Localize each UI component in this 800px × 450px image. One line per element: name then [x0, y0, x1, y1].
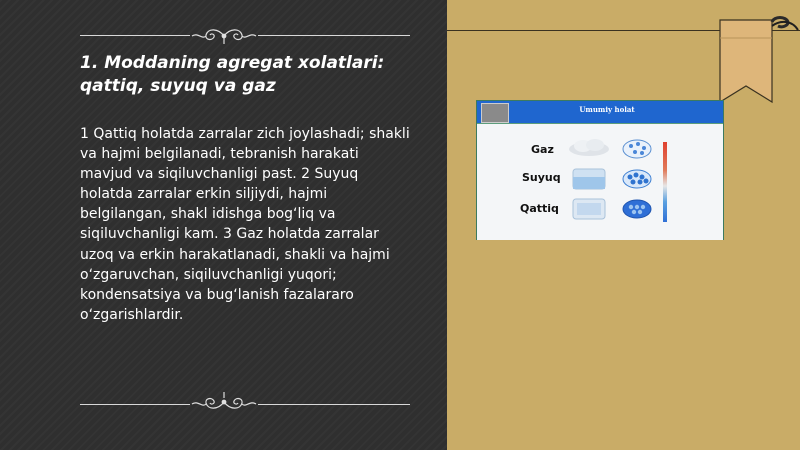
bookmark-ribbon-icon [716, 16, 800, 108]
label-qattiq: Qattiq [520, 202, 559, 215]
liquid-beaker-icon [573, 169, 605, 189]
avatar [481, 103, 509, 123]
matter-illustrations [565, 135, 655, 230]
slide-body-text: 1 Qattiq holatda zarralar zich joylashadi; shakli va hajmi belgilanadi, tebranish harakati mavjud va siqiluvchanligi past. 2 Suyuq holatda zarralar erkin siljiydi, hajmi belgilangan, shakl idishga bog‘liq va siqiluvchanligi kam. 3 Gaz holatda zarralar uzoq va erkin harakatlanadi, shakli va hajmi o‘zgaruvchan, siqiluvchanligi yuqori; kondensatsiya va bug‘lanish fazalararo o‘zgarishlardir. [80, 126, 410, 323]
gas-cloud-icon [569, 139, 609, 156]
temperature-scale-bar [663, 142, 667, 222]
label-suyuq: Suyuq [522, 171, 561, 184]
gas-particles-icon [623, 140, 651, 158]
bottom-flourish-icon [190, 388, 258, 412]
image-header-title: Umumiy holat [579, 105, 635, 114]
top-divider-left [80, 35, 190, 36]
bottom-divider-right [258, 404, 410, 405]
slide-title: 1. Moddaning agregat xolatlari: qattiq, suyuq va gaz [80, 53, 385, 96]
top-divider-right [258, 35, 410, 36]
image-header [477, 101, 723, 123]
solid-block-icon [573, 199, 605, 219]
solid-particles-icon [623, 200, 651, 218]
top-flourish-icon [190, 26, 258, 46]
bottom-divider-left [80, 404, 190, 405]
liquid-particles-icon [623, 170, 651, 188]
label-gaz: Gaz [531, 143, 554, 156]
